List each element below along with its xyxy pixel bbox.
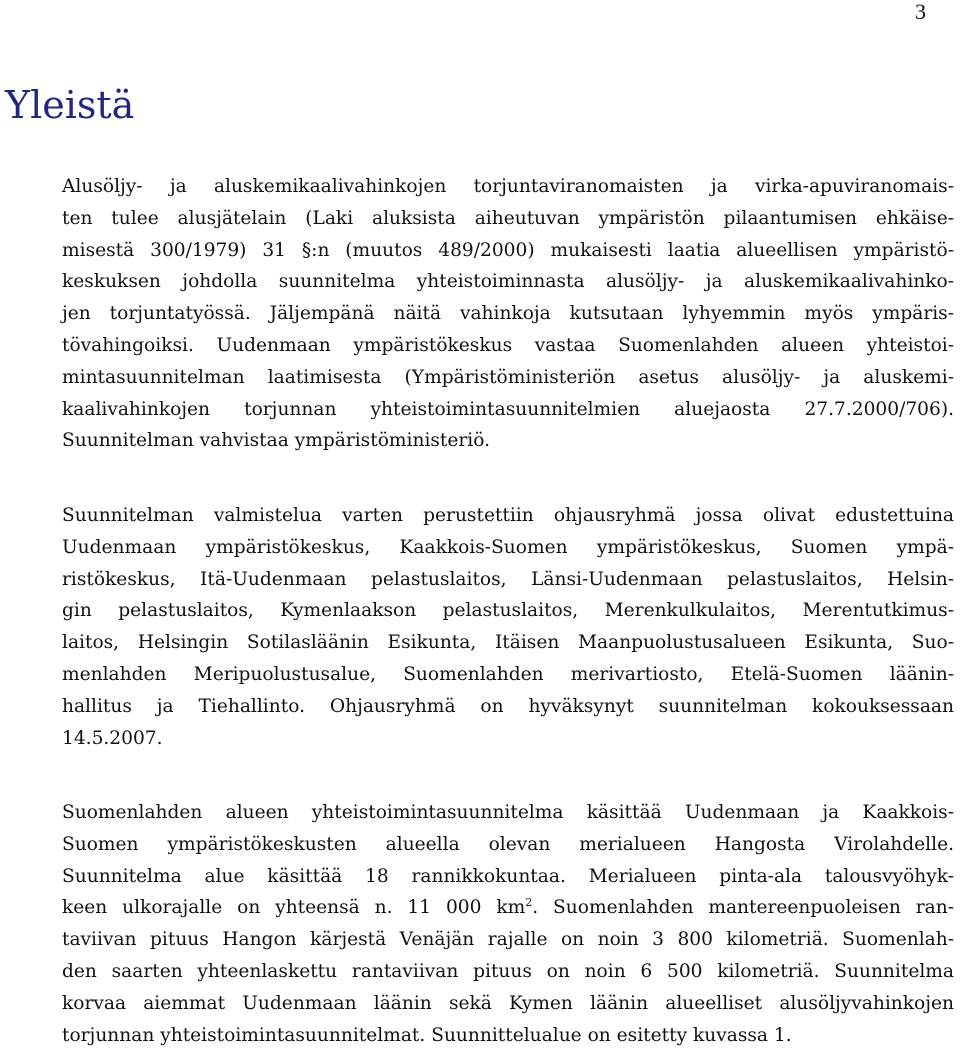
text-line: laitos, Helsingin Sotilasläänin Esikunta, Itäisen Maanpuolustusalueen Esikunta, Suo- bbox=[62, 632, 954, 654]
text-line: Suomenlahden alueen yhteistoimintasuunnitelma käsittää Uudenmaan ja Kaakkois- bbox=[62, 802, 954, 823]
text-line: Uudenmaan ympäristökeskus, Kaakkois-Suomen ympäristökeskus, Suomen ympä- bbox=[62, 536, 954, 558]
text-line: mintasuunnitelman laatimisesta (Ympäristöministeriön asetus alusöljy- ja aluskemi- bbox=[62, 366, 954, 388]
text-line: Suunnitelman vahvistaa ympäristöministeriö. bbox=[62, 430, 491, 452]
text-line: misestä 300/1979) 31 §:n (muutos 489/2000) mukaisesti laatia alueellisen ympäristö- bbox=[62, 239, 954, 261]
text-line: 14.5.2007. bbox=[62, 727, 163, 749]
paragraph-1 bbox=[62, 171, 954, 457]
text-line: gin pelastuslaitos, Kymenlaakson pelastuslaitos, Merenkulkulaitos, Merentutkimus- bbox=[62, 600, 954, 622]
text-line: Suunnitelma alue käsittää 18 rannikkokuntaa. Merialueen pinta-ala talousvyöhyk- bbox=[62, 865, 954, 887]
text-line: ten tulee alusjätelain (Laki aluksista aiheutuvan ympäristön pilaantumisen ehkäise- bbox=[62, 207, 954, 229]
page-number: 3 bbox=[915, 0, 926, 24]
text-segment: keen ulkorajalle on yhteensä n. 11 000 km bbox=[62, 897, 526, 919]
text-line: korvaa aiemmat Uudenmaan läänin sekä Kymen läänin alueelliset alusöljyvahinkojen bbox=[62, 992, 954, 1014]
text-line: taviivan pituus Hangon kärjestä Venäjän rajalle on noin 3 800 kilometriä. Suomenlah- bbox=[62, 929, 954, 951]
text-line: ristökeskus, Itä-Uudenmaan pelastuslaitos, Länsi-Uudenmaan pelastuslaitos, Helsin- bbox=[62, 568, 954, 590]
text-line: keskuksen johdolla suunnitelma yhteistoiminnasta alusöljy- ja aluskemikaalivahinko- bbox=[62, 271, 954, 293]
paragraph-2 bbox=[62, 500, 954, 754]
paragraph-3 bbox=[62, 797, 954, 1051]
text-line-with-superscript bbox=[62, 892, 954, 924]
text-line: jen torjuntatyössä. Jäljempänä näitä vahinkoja kutsutaan lyhyemmin myös ympäris- bbox=[62, 303, 954, 325]
superscript: 2 bbox=[525, 896, 533, 910]
page-title: Yleistä bbox=[5, 83, 135, 127]
text-line: Alusöljy- ja aluskemikaalivahinkojen torjuntaviranomaisten ja virka-apuviranomais- bbox=[62, 176, 954, 197]
text-line: hallitus ja Tiehallinto. Ohjausryhmä on hyväksynyt suunnitelman kokouksessaan bbox=[62, 695, 954, 717]
text-line: Suomen ympäristökeskusten alueella olevan merialueen Hangosta Virolahdelle. bbox=[62, 833, 954, 855]
text-line: Suunnitelman valmistelua varten perustettiin ohjausryhmä jossa olivat edustettuina bbox=[62, 505, 954, 526]
text-segment: . Suomenlahden mantereenpuoleisen ran- bbox=[532, 897, 954, 919]
text-line: den saarten yhteenlaskettu rantaviivan pituus on noin 6 500 kilometriä. Suunnitelma bbox=[62, 960, 954, 982]
text-line: kaalivahinkojen torjunnan yhteistoimintasuunnitelmien aluejaosta 27.7.2000/706). bbox=[62, 398, 954, 420]
text-line: menlahden Meripuolustusalue, Suomenlahden merivartiosto, Etelä-Suomen läänin- bbox=[62, 663, 954, 685]
text-line: torjunnan yhteistoimintasuunnitelmat. Suunnittelualue on esitetty kuvassa 1. bbox=[62, 1024, 792, 1046]
text-line: tövahingoiksi. Uudenmaan ympäristökeskus vastaa Suomenlahden alueen yhteistoi- bbox=[62, 334, 954, 356]
